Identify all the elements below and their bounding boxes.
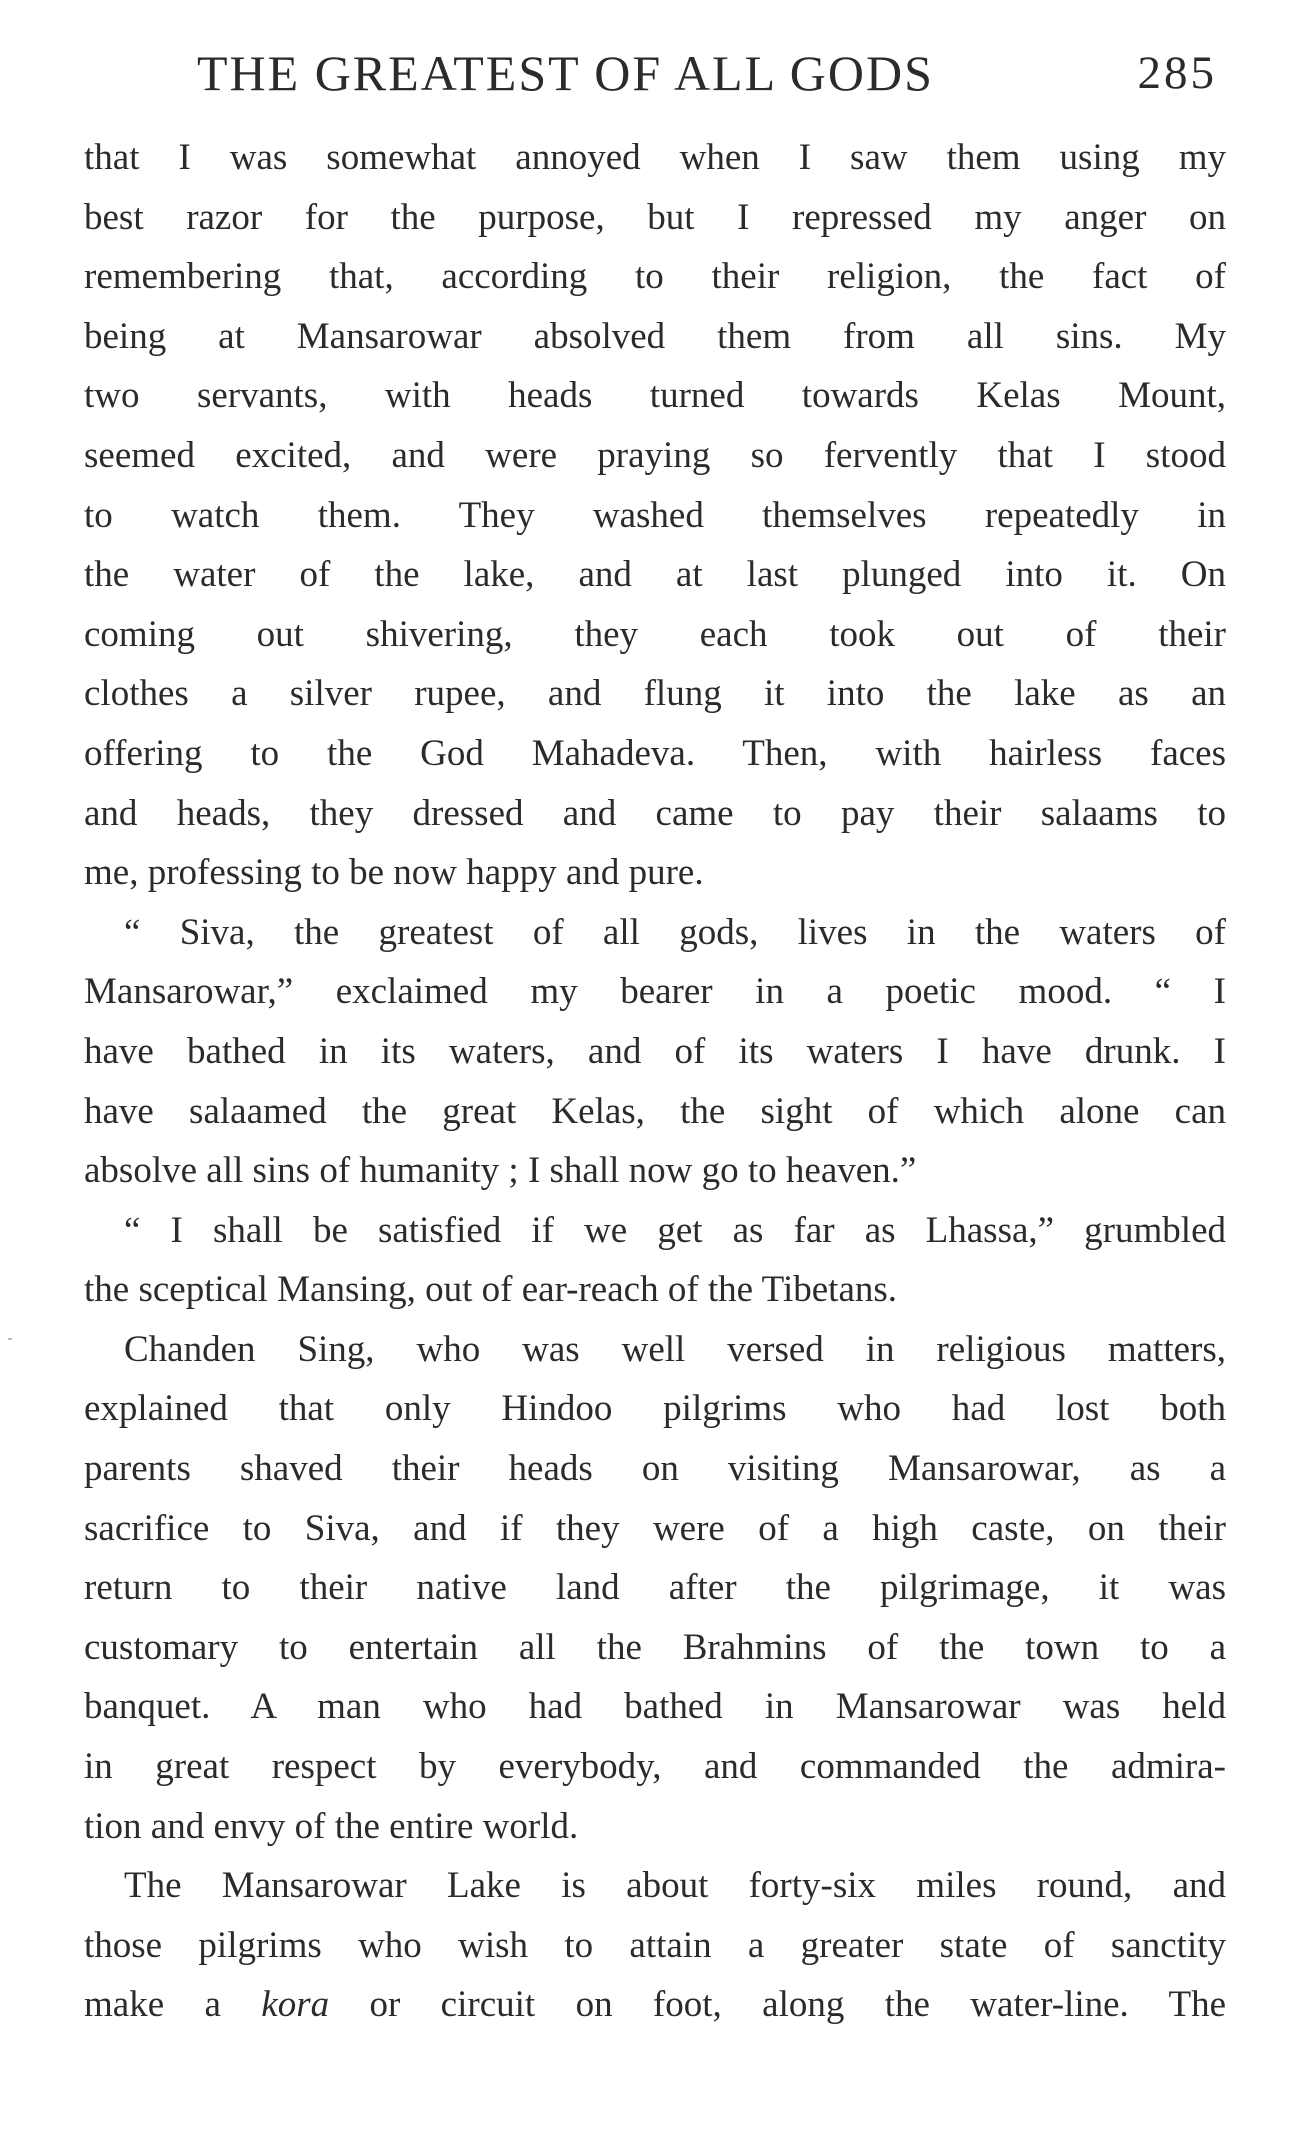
text-line: the water of the lake, and at last plunged into it. On — [84, 554, 1226, 596]
text-line: absolve all sins of humanity ; I shall now go to heaven.” — [84, 1150, 917, 1192]
text-line: in great respect by everybody, and commanded the admira- — [84, 1746, 1226, 1788]
text-line: Mansarowar,” exclaimed my bearer in a poetic mood. “ I — [84, 971, 1226, 1013]
page-header — [197, 38, 1217, 108]
text-line: and heads, they dressed and came to pay their salaams to — [84, 792, 1226, 834]
text-line: explained that only Hindoo pilgrims who had lost both — [84, 1388, 1226, 1430]
text-line: the sceptical Mansing, out of ear-reach of the Tibetans. — [84, 1269, 898, 1311]
running-title: THE GREATEST OF ALL GODS — [197, 45, 934, 101]
italic-word-kora: kora — [261, 1984, 330, 2026]
text-line: best razor for the purpose, but I repressed my anger on — [84, 196, 1226, 238]
text-line: customary to entertain all the Brahmins of the town to a — [84, 1626, 1226, 1668]
text-line: tion and envy of the entire world. — [84, 1805, 579, 1847]
text-line: remembering that, according to their religion, the fact of — [84, 256, 1226, 298]
text-run: make a — [84, 1984, 262, 2026]
text-line: have bathed in its waters, and of its waters I have drunk. I — [84, 1030, 1226, 1072]
text-line: me, professing to be now happy and pure. — [84, 852, 704, 894]
text-line: offering to the God Mahadeva. Then, with hairless faces — [84, 732, 1226, 774]
text-line: parents shaved their heads on visiting Mansarowar, as a — [84, 1448, 1226, 1490]
text-line: those pilgrims who wish to attain a greater state of sanctity — [84, 1924, 1226, 1966]
text-line: being at Mansarowar absolved them from all sins. My — [84, 315, 1226, 357]
text-line: clothes a silver rupee, and flung it into the lake as an — [84, 673, 1226, 715]
text-line: Chanden Sing, who was well versed in religious matters, — [124, 1328, 1226, 1370]
text-line: two servants, with heads turned towards Kelas Mount, — [84, 375, 1226, 417]
text-line: banquet. A man who had bathed in Mansarowar was held — [84, 1686, 1226, 1728]
text-line: to watch them. They washed themselves repeatedly in — [84, 494, 1226, 536]
text-line: sacrifice to Siva, and if they were of a high caste, on their — [84, 1507, 1226, 1549]
margin-speck — [8, 1338, 12, 1340]
text-line: coming out shivering, they each took out of their — [84, 613, 1226, 655]
text-line — [84, 1975, 1226, 2035]
page-number: 285 — [1137, 47, 1217, 99]
text-line: return to their native land after the pilgrimage, it was — [84, 1567, 1226, 1609]
body-text — [84, 128, 1226, 2035]
text-line: have salaamed the great Kelas, the sight of which alone can — [84, 1090, 1226, 1132]
text-line: “ I shall be satisfied if we get as far as Lhassa,” grumbled — [124, 1209, 1226, 1251]
text-line: seemed excited, and were praying so fervently that I stood — [84, 434, 1226, 476]
text-line: that I was somewhat annoyed when I saw them using my — [84, 137, 1226, 178]
text-run: or circuit on foot, along the water-line. The — [329, 1984, 1227, 2026]
text-line: The Mansarowar Lake is about forty-six miles round, and — [124, 1865, 1226, 1907]
text-line: “ Siva, the greatest of all gods, lives in the waters of — [124, 911, 1226, 953]
